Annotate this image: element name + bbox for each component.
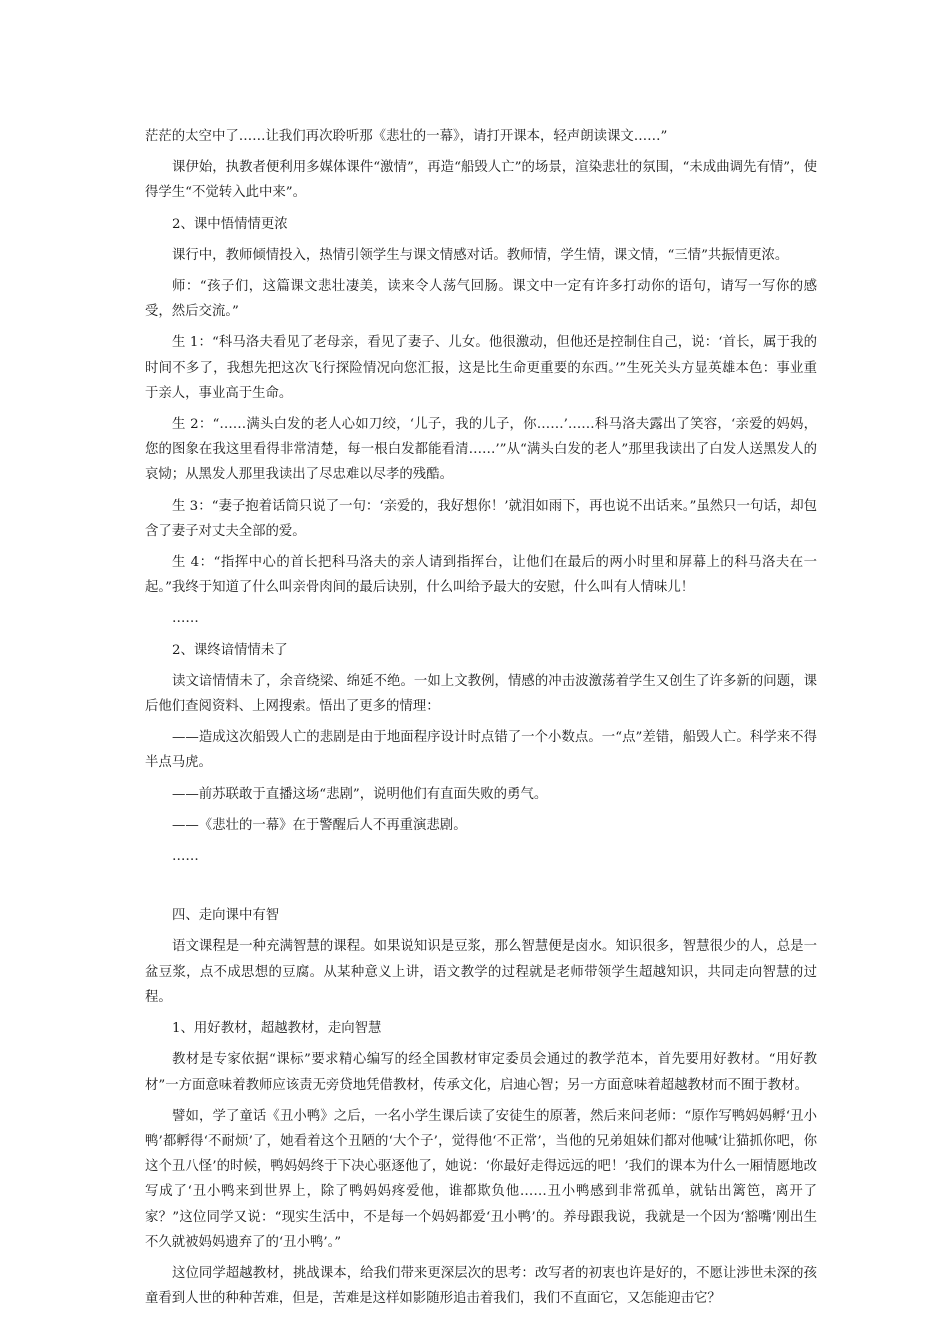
paragraph: …… bbox=[172, 849, 199, 865]
paragraph: ——《悲壮的一幕》在于警醒后人不再重演悲剧。 bbox=[172, 817, 467, 833]
paragraph: 生 3：“妻子抱着话筒只说了一句：‘亲爱的，我好想你！’就泪如雨下，再也说不出话来。”虽然只一句话，却包含了妻子对丈夫全部的爱。 bbox=[145, 498, 817, 539]
paragraph: 师：“孩子们，这篇课文悲壮凄美，读来令人荡气回肠。课文中一定有许多打动你的语句，请写一写你的感受，然后交流。” bbox=[145, 279, 817, 320]
paragraph: 教材是专家依据“课标”要求精心编写的经全国教材审定委员会通过的教学范本，首先要用好教材。“用好教材”一方面意味着教师应该责无旁贷地凭借教材，传承文化，启迪心智；另一方面意味着超越教材而不囿于教材。 bbox=[145, 1052, 817, 1093]
paragraph: 读文谙情情未了，余音绕梁、绵延不绝。一如上文教例，情感的冲击波激荡着学生又创生了许多新的问题，课后他们查阅资料、上网搜索。悟出了更多的情理： bbox=[145, 673, 817, 715]
paragraph: ——造成这次船毁人亡的悲剧是由于地面程序设计时点错了一个小数点。一“点”差错，船毁人亡。科学来不得半点马虎。 bbox=[145, 730, 817, 771]
paragraph: 生 1：“科马洛夫看见了老母亲，看见了妻子、儿女。他很激动，但他还是控制住自己，说：‘首长，属于我的时间不多了，我想先把这次飞行探险情况向您汇报，这是比生命更重要的东西。’”生死关头方显英雄本色：事业重于亲人，事业高于生命。 bbox=[145, 335, 817, 401]
paragraph: 1、用好教材，超越教材，走向智慧 bbox=[172, 1021, 382, 1037]
paragraph: 生 4：“指挥中心的首长把科马洛夫的亲人请到指挥台，让他们在最后的两小时里和屏幕上的科马洛夫在一起。”我终于知道了什么叫亲骨肉间的最后诀别，什么叫给予最大的安慰，什么叫有人情味儿！ bbox=[145, 555, 817, 596]
paragraph: 语文课程是一种充满智慧的课程。如果说知识是豆浆，那么智慧便是卤水。知识很多，智慧很少的人，总是一盆豆浆，点不成思想的豆腐。从某种意义上讲，语文教学的过程就是老师带领学生超越知识，共同走向智慧的过程。 bbox=[145, 939, 817, 1005]
paragraph: 课行中，教师倾情投入，热情引领学生与课文情感对话。教师情，学生情，课文情，“三情”共振情更浓。 bbox=[172, 247, 789, 263]
paragraph: 四、走向课中有智 bbox=[172, 908, 280, 924]
paragraph: 2、课中悟情情更浓 bbox=[172, 216, 288, 232]
document-body bbox=[145, 124, 817, 1317]
paragraph: 生 2：“……满头白发的老人心如刀绞，‘儿子，我的儿子，你……’……科马洛夫露出了笑容，‘亲爱的妈妈，您的图象在我这里看得非常清楚，每一根白发都能看清……’”从“满头白发的老人”那里我读出了白发人送黑发人的哀恸；从黑发人那里我读出了尽忠难以尽孝的残酷。 bbox=[145, 417, 817, 483]
paragraph: 茫茫的太空中了……让我们再次聆听那《悲壮的一幕》，请打开课本，轻声朗读课文……” bbox=[145, 129, 668, 144]
paragraph: 譬如，学了童话《丑小鸭》之后，一名小学生课后读了安徒生的原著，然后来问老师：“原作写鸭妈妈孵‘丑小鸭’都孵得‘不耐烦’了，她看着这个丑陋的‘大个子’，觉得他‘不正常’，当他的兄弟姐妹们都对他喊‘让猫抓你吧，你这个丑八怪’的时候，鸭妈妈终于下决心驱逐他了，她说：‘你最好走得远远的吧！’我们的课本为什么一厢情愿地改写成了‘丑小鸭来到世界上，除了鸭妈妈疼爱他，谁都欺负他……丑小鸭感到非常孤单，就钻出篱笆，离开了家？”这位同学又说：“现实生活中，不是每一个妈妈都爱‘丑小鸭’的。养母跟我说，我就是一个因为‘豁嘴’刚出生不久就被妈妈遗弃了的‘丑小鸭’。” bbox=[145, 1108, 817, 1250]
paragraph: ——前苏联敢于直播这场“悲剧”，说明他们有直面失败的勇气。 bbox=[172, 786, 548, 802]
paragraph: …… bbox=[172, 611, 199, 627]
paragraph: 这位同学超越教材，挑战课本，给我们带来更深层次的思考：改写者的初衷也许是好的，不愿让涉世未深的孩童看到人世的种种苦难，但是，苦难是这样如影随形追击着我们，我们不直面它，又怎能迎击它？ bbox=[145, 1265, 817, 1307]
paragraph: 2、课终谙情情未了 bbox=[172, 642, 288, 658]
paragraph: 课伊始，执教者便利用多媒体课件“激情”，再造“船毁人亡”的场景，渲染悲壮的氛围，“未成曲调先有情”，使得学生“不觉转入此中来”。 bbox=[145, 160, 817, 201]
blank-line bbox=[145, 875, 817, 897]
